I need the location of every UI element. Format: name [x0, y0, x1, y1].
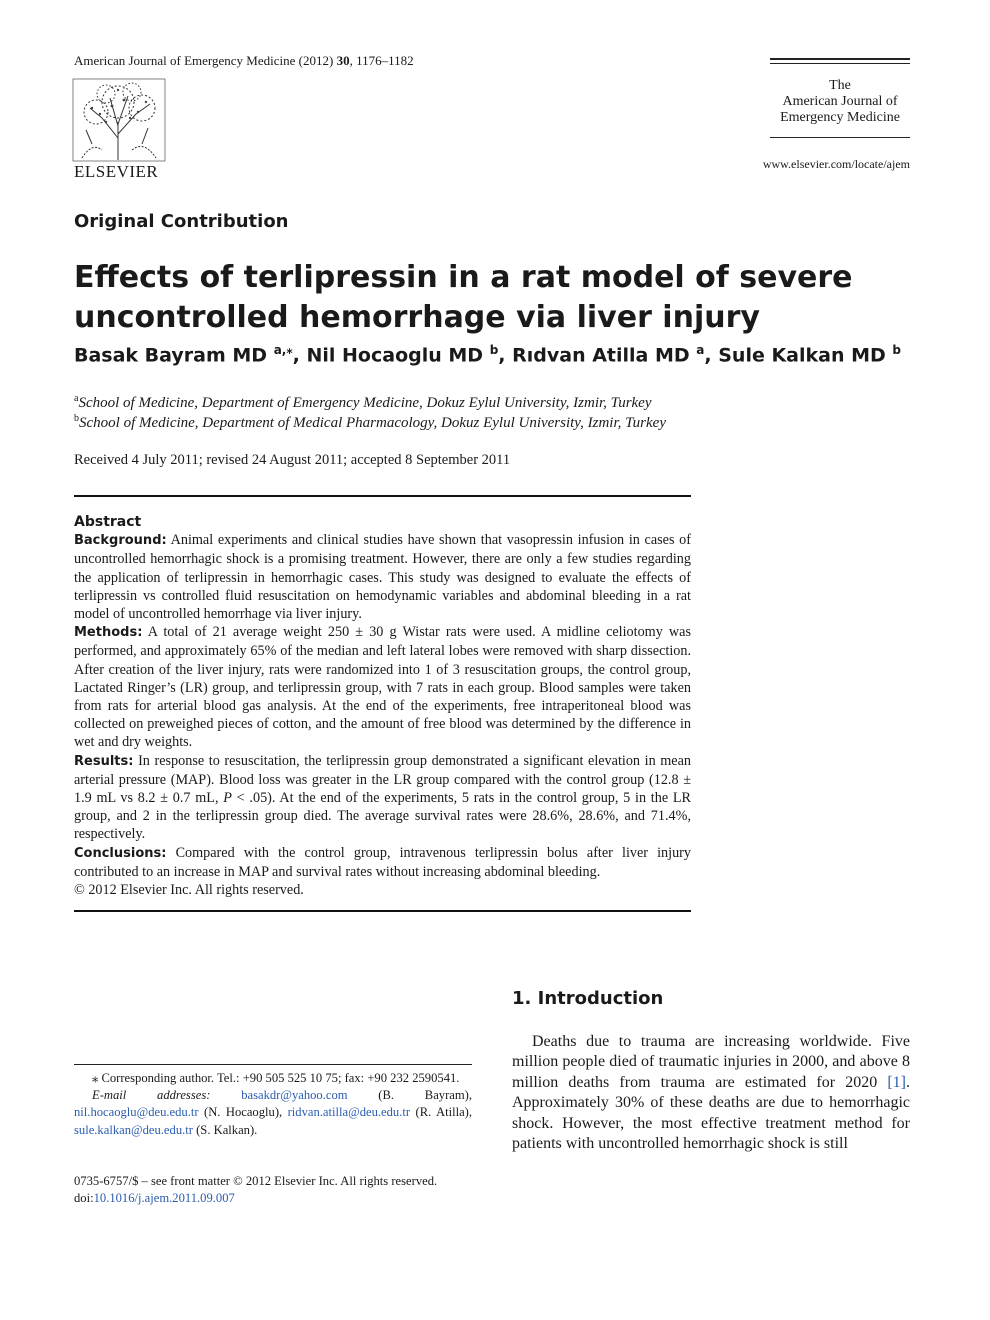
issn-block — [74, 1173, 437, 1207]
elsevier-wordmark: ELSEVIER — [74, 162, 159, 181]
affiliation: $^a$School of Medicine, Department of Emergency Medicine, Dokuz Eylul University, Izmir, Turkey — [74, 393, 652, 411]
author-affiliation-mark[interactable]: a — [696, 343, 705, 357]
abstract-heading: Abstract — [74, 514, 142, 530]
author-name: Sule Kalkan MD — [718, 344, 886, 367]
reference-link[interactable]: [1] — [887, 1073, 906, 1091]
journal-name-line: Emergency Medicine — [780, 110, 900, 125]
email-link[interactable]: nil.hocaoglu@deu.edu.tr — [74, 1105, 199, 1120]
paper-title: Effects of terlipressin in a rat model of severe uncontrolled hemorrhage via liver injury — [74, 260, 853, 335]
affiliation: $^b$School of Medicine, Department of Medical Pharmacology, Dokuz Eylul University, Izmir, Turkey — [74, 413, 666, 431]
issn-line: 0735-6757/$ – see front matter © 2012 Elsevier Inc. All rights reserved. — [74, 1174, 438, 1188]
email-link[interactable]: sule.kalkan@deu.edu.tr — [74, 1122, 193, 1137]
author-name: Rıdvan Atilla MD — [512, 344, 690, 367]
article-history-dates: Received 4 July 2011; revised 24 August 2011; accepted 8 September 2011 — [74, 452, 511, 468]
abstract-results: Results: In response to resuscitation, the terlipressin group demonstrated a significant elevation in mean arterial pressure (MAP). Blood loss was greater in the LR group compared with the control group (12.8 ± 1.9 mL vs 8.2 ± 0.7 mL, P < .05). At the end of the experiments, 5 rats in the control group, 5 in the LR group, and 2 in the terlipressin group died. The average survival rates were 28.6%, 28.6%, and 71.4%, respectively. — [74, 752, 692, 843]
introduction-heading: 1. Introduction — [512, 988, 664, 1009]
abstract-conclusions: Conclusions: Compared with the control group, intravenous terlipressin bolus after liver injury contributed to an increase in MAP and survival rates without increasing abdominal bleeding. — [74, 844, 691, 880]
author-affiliation-mark[interactable]: b — [489, 343, 499, 357]
author-list: Basak Bayram MD $^{a,⁎}$, Nil Hocaoglu MD $^b$, Rıdvan Atilla MD $^a$, Sule Kalkan MD $^b$ — [74, 343, 902, 367]
abstract — [74, 513, 691, 899]
email-link[interactable]: basakdr@yahoo.com — [241, 1088, 348, 1103]
abstract-rule — [74, 910, 691, 912]
journal-name-line: American Journal of — [782, 94, 898, 109]
journal-name-block — [770, 78, 910, 126]
email-link[interactable]: ridvan.atilla@deu.edu.tr — [287, 1105, 411, 1120]
doi-line: doi:10.1016/j.ajem.2011.09.007 — [74, 1191, 235, 1205]
author-name: Nil Hocaoglu MD — [306, 344, 484, 367]
abstract-copyright: © 2012 Elsevier Inc. All rights reserved. — [74, 882, 304, 899]
abstract-background: Background: Animal experiments and clinical studies have shown that vasopressin infusion in cases of uncontrolled hemorrhagic shock is a promising treatment. However, there are only a few studies regarding the application of terlipressin in hemorrhagic cases. This study was designed to evaluate the effects of terlipressin vs controlled fluid resuscitation on hemodynamic variables and abdominal bleeding in a rat model of uncontrolled hemorrhage via liver injury. — [74, 532, 691, 623]
abstract-methods: Methods: A total of 21 average weight 250 ± 30 g Wistar rats were used. A midline celiotomy was performed, and approximately 65% of the median and left lateral lobes were removed with sharp dissection. After creation of the liver injury, rats were randomized into 1 of 3 resuscitation groups, the control group, Lactated Ringer’s (LR) group, and terlipressin group, with 7 rats in each group. Blood samples were taken from rats for arterial blood gas analysis. At the end of the experiments, free intraperitoneal blood was collected on preweighed pieces of cotton, and the amount of free blood was determined by the difference in wet and dry weights. — [74, 624, 691, 751]
section-label: Original Contribution — [74, 211, 289, 232]
journal-box-rule — [770, 137, 910, 138]
corresponding-author-footnote: ⁎ Corresponding author. Tel.: +90 505 525 10 75; fax: +90 232 2590541. E-mail addresses: basakdr@yahoo.com (B. Bayram), nil.hocaoglu@deu.edu.tr (N. Hocaoglu), ridvan.atilla@deu.edu.tr (R. Atilla), sule.kalkan@deu.edu.tr (S. Kalkan). — [74, 1071, 473, 1137]
author-name: Basak Bayram MD — [74, 344, 268, 367]
introduction-body: Deaths due to trauma are increasing worldwide. Five million people died of traumatic injuries in 2000, and above 8 million deaths from trauma are estimated for 2020 [1]. Approximately 30% of these deaths are due to hemorrhagic shock. However, the most effective treatment method for patients with uncontrolled hemorrhagic shock is still — [512, 1033, 910, 1153]
journal-box-rule — [770, 63, 910, 64]
footnote-rule — [74, 1064, 472, 1065]
journal-box-rule — [770, 58, 910, 60]
journal-url-link[interactable]: www.elsevier.com/locate/ajem — [762, 157, 910, 171]
journal-name-line: The — [829, 78, 851, 93]
author-affiliation-mark[interactable]: a,⁎ — [273, 343, 293, 357]
abstract-rule — [74, 495, 691, 497]
journal-citation: American Journal of Emergency Medicine (2012) 30, 1176–1182 — [74, 53, 414, 68]
doi-link[interactable]: 10.1016/j.ajem.2011.09.007 — [93, 1191, 235, 1205]
author-affiliation-mark[interactable]: b — [892, 343, 902, 357]
